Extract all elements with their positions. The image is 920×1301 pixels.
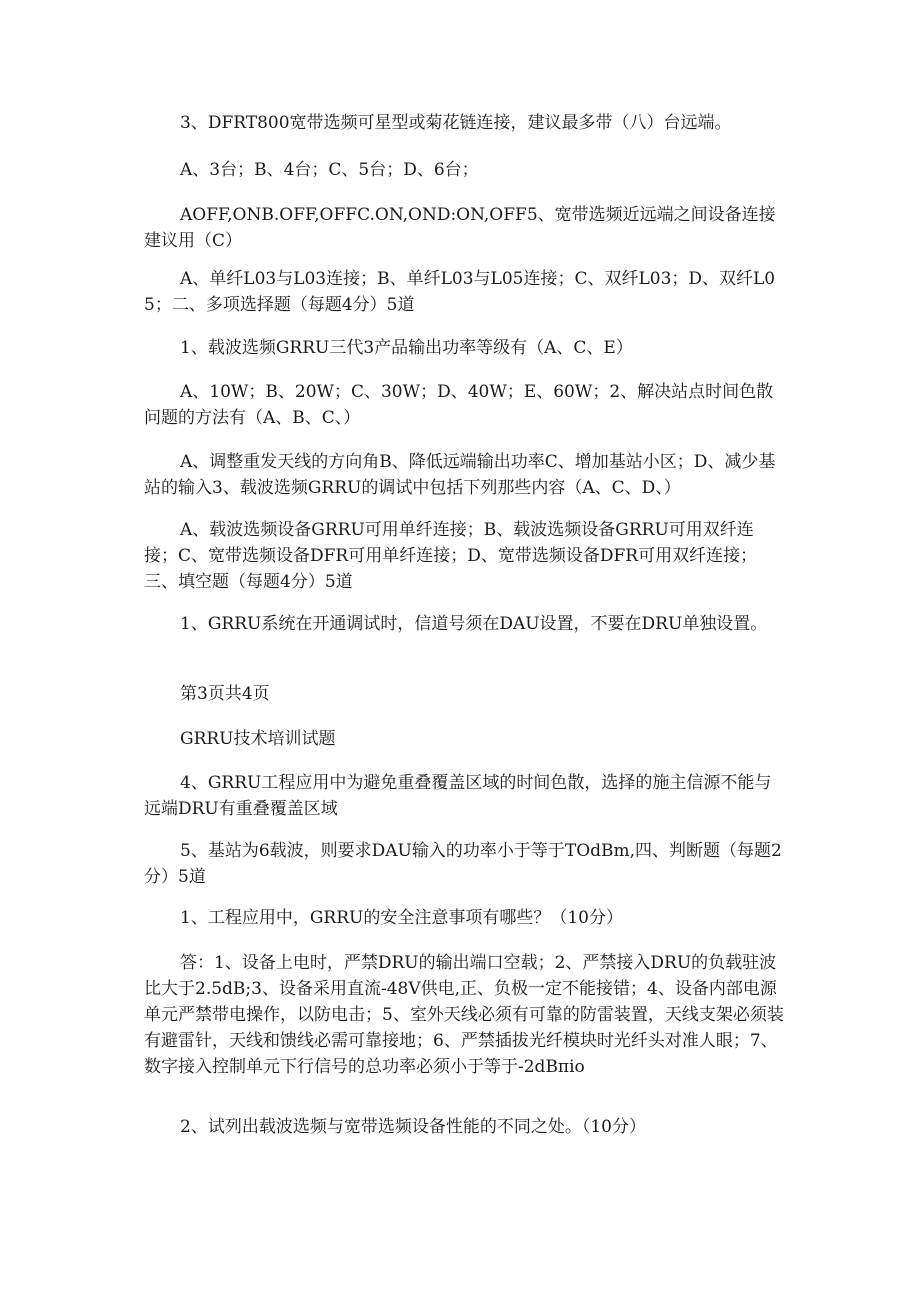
question-3-options: A、3台；B、4台；C、5台；D、6台； (180, 160, 479, 180)
multi-question-1-text: 1、载波选频GRRU三代3产品输出功率等级有（A、C、E） (180, 338, 633, 358)
page-footer: 第3页共4页 (180, 684, 270, 704)
essay-answer-1: 答：1、设备上电时，严禁DRU的输出端口空载；2、严禁接入DRU的负载驻波比大于2.5dB;3、设备采用直流-48V供电,正、负极一定不能接错；4、设备内部电源单元严禁带电操作，以防电击；5、室外天线必须有可靠的防雷装置，天线支架必须装有避雷针，天线和馈线必需可靠接地；6、严禁插拔光纤模块时光纤头对准人眼；7、数字接入控制单元下行信号的总功率必须小于等于-2dBπio (144, 953, 784, 1077)
fill-question-4: 4、GRRU工程应用中为避免重叠覆盖区域的时间色散，选择的施主信源不能与远端DRU有重叠覆盖区域 (144, 773, 772, 819)
question-3-text: 3、DFRT800宽带选频可星型或菊花链连接，建议最多带（八）台远端。 (180, 113, 732, 133)
fill-question-1: 1、GRRU系统在开通调试时，信道号须在DAU设置，不要在DRU单独设置。 (180, 614, 768, 634)
multi-question-2-options: A、调整重发天线的方向角B、降低远端输出功率C、增加基站小区；D、减少基站的输入3、载波选频GRRU的调试中包括下列那些内容（A、C、D、） (144, 452, 776, 498)
page-header: GRRU技术培训试题 (180, 729, 336, 749)
question-5-options: A、单纤L03与L03连接；B、单纤L03与L05连接；C、双纤L03；D、双纤L05；二、多项选择题（每题4分）5道 (144, 269, 776, 315)
multi-question-1-options: A、10W；B、20W；C、30W；D、40W；E、60W；2、解决站点时间色散问题的方法有（A、B、C、） (144, 382, 774, 428)
essay-question-1: 1、工程应用中，GRRU的安全注意事项有哪些？（10分） (180, 908, 623, 928)
essay-question-2: 2、试列出载波选频与宽带选频设备性能的不同之处。（10分） (180, 1117, 646, 1137)
multi-question-3-options: A、载波选频设备GRRU可用单纤连接；B、载波选频设备GRRU可用双纤连接；C、宽带选频设备DFR可用单纤连接；D、宽带选频设备DFR可用双纤连接；三、填空题（每题4分）5道 (144, 520, 758, 592)
question-5-text: AOFF,ONB.OFF,OFFC.ON,OND:ON,OFF5、宽带选频近远端之间设备连接建议用（C） (144, 205, 776, 251)
fill-question-5: 5、基站为6载波，则要求DAU输入的功率小于等于TOdBm,四、判断题（每题2分）5道 (144, 841, 782, 887)
